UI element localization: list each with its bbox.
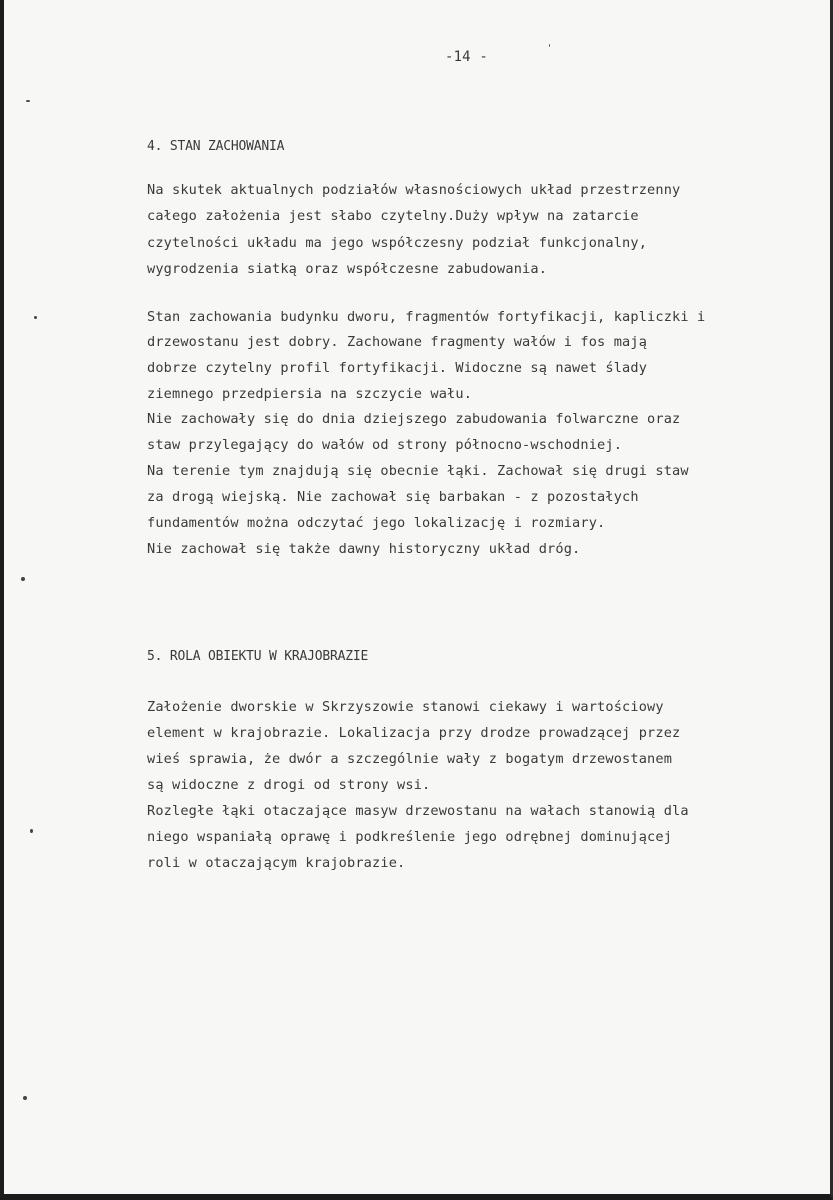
text-line: za drogą wiejską. Nie zachował się barbakan - z pozostałych [147,489,639,505]
text-line: staw przylegający do wałów od strony północno-wschodniej. [147,437,623,453]
text-line: ziemnego przedpiersia na szczycie wału. [147,386,473,402]
punch-hole-mark [34,316,37,319]
text-line: wieś sprawia, że dwór a szczególnie wały z bogatym drzewostanem [147,751,673,767]
text-line: fundamentów można odczytać jego lokalizację i rozmiary. [147,515,606,531]
punch-hole-mark [21,577,25,581]
text-line: czytelności układu ma jego współczesny podział funkcjonalny, [147,235,648,251]
text-line: wygrodzenia siatką oraz współczesne zabudowania. [147,261,548,277]
punch-hole-mark [23,1096,27,1100]
text-line: Założenie dworskie w Skrzyszowie stanowi ciekawy i wartościowy [147,699,664,715]
text-line: Na skutek aktualnych podziałów własnościowych układ przestrzenny [147,182,681,198]
text-line: element w krajobrazie. Lokalizacja przy drodze prowadzącej przez [147,725,681,741]
text-line: są widoczne z drogi od strony wsi. [147,777,431,793]
text-line: Nie zachował się także dawny historyczny układ dróg. [147,541,581,557]
page-number: -14 - [445,49,488,65]
text-line: drzewostanu jest dobry. Zachowane fragmenty wałów i fos mają [147,334,648,350]
punch-hole-mark [30,829,33,833]
scan-speck [26,100,30,102]
text-line: Nie zachowały się do dnia dziejszego zabudowania folwarczne oraz [147,411,681,427]
scan-speck [549,44,550,47]
section-heading-stan-zachowania: 4. STAN ZACHOWANIA [147,139,285,154]
text-line: roli w otaczającym krajobrazie. [147,855,406,871]
text-line: niego wspaniałą oprawę i podkreślenie jego odrębnej dominującej [147,829,673,845]
text-line: Na terenie tym znajdują się obecnie łąki. Zachował się drugi staw [147,463,689,479]
text-line: całego założenia jest słabo czytelny.Duży wpływ na zatarcie [147,208,639,224]
text-line: Rozległe łąki otaczające masyw drzewostanu na wałach stanowią dla [147,803,689,819]
text-line: Stan zachowania budynku dworu, fragmentów fortyfikacji, kapliczki i [147,309,706,325]
section-heading-rola-obiektu: 5. ROLA OBIEKTU W KRAJOBRAZIE [147,649,369,664]
text-line: dobrze czytelny profil fortyfikacji. Widoczne są nawet ślady [147,360,648,376]
